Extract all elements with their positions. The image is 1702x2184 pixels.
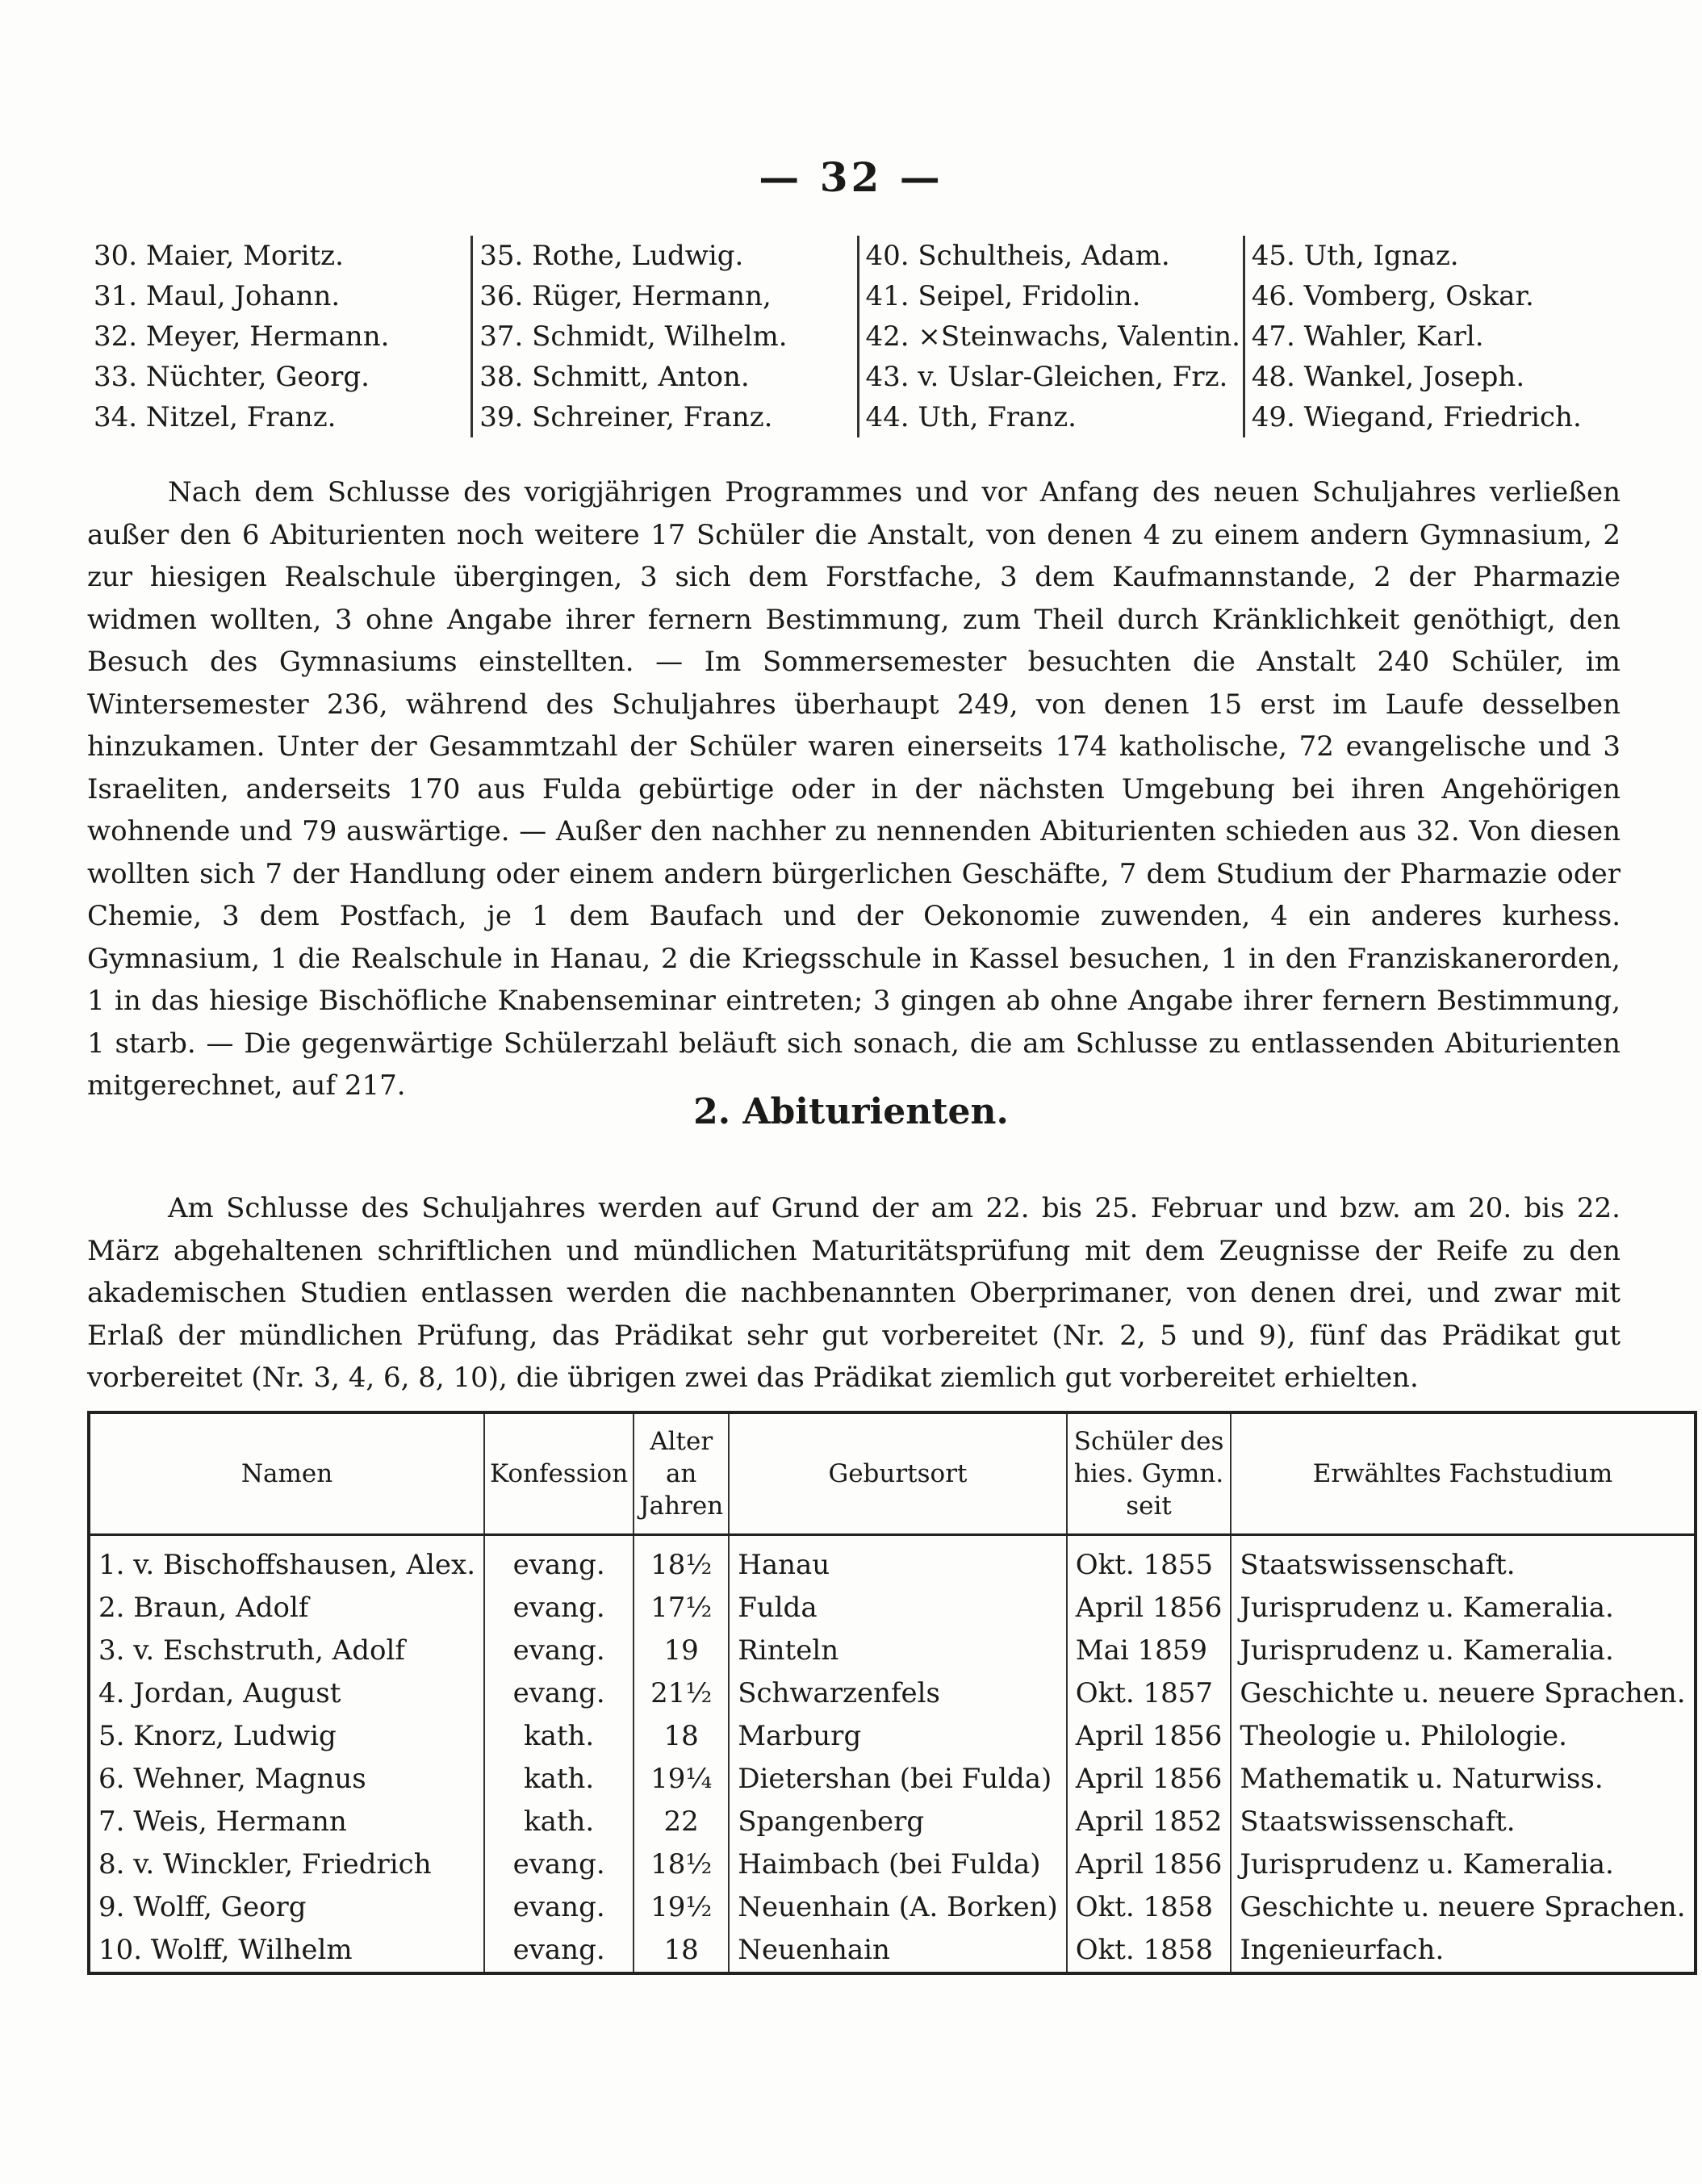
- cell-schueler-seit: Okt. 1855: [1067, 1535, 1232, 1588]
- list-item: 39. Schreiner, Franz.: [479, 401, 773, 433]
- cell-alter: 18: [634, 1929, 729, 1973]
- list-item: 45. Uth, Ignaz.: [1251, 240, 1459, 272]
- table-row: [89, 1929, 1696, 1973]
- cell-schueler-seit: April 1856: [1067, 1843, 1232, 1886]
- list-item: 48. Wankel, Joseph.: [1251, 361, 1525, 393]
- cell-konfession: evang.: [484, 1535, 634, 1588]
- list-item: 30. Maier, Moritz.: [94, 240, 344, 272]
- cell-geburtsort: Hanau: [729, 1535, 1067, 1588]
- cell-fachstudium: Staatswissenschaft.: [1240, 1549, 1516, 1581]
- names-column: [473, 236, 859, 437]
- cell-geburtsort: Spangenberg: [729, 1801, 1067, 1843]
- cell-schueler-seit: April 1856: [1067, 1587, 1232, 1630]
- list-item: 40. Schultheis, Adam.: [865, 240, 1170, 272]
- cell-schueler-seit: April 1852: [1067, 1801, 1232, 1843]
- list-item: 41. Seipel, Fridolin.: [865, 280, 1141, 312]
- cell-name: 5. Knorz, Ludwig: [89, 1715, 484, 1758]
- cell-name: 9. Wolff, Georg: [89, 1886, 484, 1929]
- abiturienten-table: [87, 1411, 1697, 1975]
- column-header-geburtsort: Geburtsort: [729, 1412, 1067, 1535]
- names-column: [1245, 236, 1629, 437]
- cell-konfession: evang.: [484, 1587, 634, 1630]
- table-row: [89, 1758, 1696, 1801]
- table-row: [89, 1886, 1696, 1929]
- list-item: 44. Uth, Franz.: [865, 401, 1077, 433]
- list-item: 49. Wiegand, Friedrich.: [1251, 401, 1582, 433]
- cell-alter: 22: [634, 1801, 729, 1843]
- cell-konfession: kath.: [484, 1801, 634, 1843]
- cell-geburtsort: Haimbach (bei Fulda): [729, 1843, 1067, 1886]
- cell-konfession: kath.: [484, 1758, 634, 1801]
- cell-alter: 21½: [634, 1672, 729, 1715]
- table-row: [89, 1587, 1696, 1630]
- cell-alter: 18½: [634, 1843, 729, 1886]
- list-item: 31. Maul, Johann.: [94, 280, 341, 312]
- column-header-schueler-seit: Schüler des hies. Gymn. seit: [1067, 1412, 1232, 1535]
- cell-name: 1. v. Bischoffshausen, Alex.: [89, 1535, 484, 1588]
- cell-alter: 19¼: [634, 1758, 729, 1801]
- cell-konfession: evang.: [484, 1929, 634, 1973]
- column-header-fachstudium: Erwähltes Fachstudium: [1231, 1412, 1695, 1535]
- cell-alter: 17½: [634, 1587, 729, 1630]
- body-paragraph-departures: Nach dem Schlusse des vorigjährigen Programmes und vor Anfang des neuen Schuljahres verließen außer den 6 Abiturienten noch weitere 17 Schüler die Anstalt, von denen 4 zu einem andern Gymnasium, 2 zur hiesigen Realschule übergingen, 3 sich dem Forstfache, 3 dem Kaufmannstande, 2 der Pharmazie widmen wollten, 3 ohne Angabe ihrer fernern Bestimmung, zum Theil durch Kränklichkeit genöthigt, den Besuch des Gymnasiums einstellten. — Im Sommersemester besuchten die Anstalt 240 Schüler, im Wintersemester 236, während des Schuljahres überhaupt 249, von denen 15 erst im Laufe desselben hinzukamen. Unter der Gesammtzahl der Schüler waren einerseits 174 katholische, 72 evangelische und 3 Israeliten, anderseits 170 aus Fulda gebürtige oder in der nächsten Umgebung bei ihren Angehörigen wohnende und 79 auswärtige. — Außer den nachher zu nennenden Abiturienten schieden aus 32. Von diesen wollten sich 7 der Handlung oder einem andern bürgerlichen Geschäfte, 7 dem Studium der Pharmazie oder Chemie, 3 dem Postfach, je 1 dem Baufach und der Oekonomie zuwenden, 4 ein anderes kurhess. Gymnasium, 1 die Realschule in Hanau, 2 die Kriegsschule in Kassel besuchen, 1 in den Franziskanerorden, 1 in das hiesige Bischöfliche Knabenseminar eintreten; 3 gingen ab ohne Angabe ihrer fernern Bestimmung, 1 starb. — Die gegenwärtige Schülerzahl beläuft sich sonach, die am Schlusse zu entlassenden Abiturienten mitgerechnet, auf 217.: [87, 476, 1620, 1102]
- cell-schueler-seit: April 1856: [1067, 1715, 1232, 1758]
- student-names-list: [87, 236, 1629, 437]
- names-column: [859, 236, 1245, 437]
- cell-fachstudium: Ingenieurfach.: [1240, 1934, 1445, 1966]
- list-item: 47. Wahler, Karl.: [1251, 320, 1484, 353]
- list-item: 42. ×Steinwachs, Valentin.: [865, 320, 1240, 353]
- cell-konfession: evang.: [484, 1672, 634, 1715]
- cell-name: 7. Weis, Hermann: [89, 1801, 484, 1843]
- cell-fachstudium: Jurisprudenz u. Kameralia.: [1240, 1634, 1614, 1667]
- cell-alter: 18½: [634, 1535, 729, 1588]
- cell-geburtsort: Dietershan (bei Fulda): [729, 1758, 1067, 1801]
- cell-geburtsort: Rinteln: [729, 1630, 1067, 1672]
- cell-geburtsort: Schwarzenfels: [729, 1672, 1067, 1715]
- cell-fachstudium: Staatswissenschaft.: [1240, 1805, 1516, 1838]
- cell-fachstudium: Geschichte u. neuere Sprachen.: [1240, 1891, 1686, 1923]
- column-header-konfession: Konfession: [484, 1412, 634, 1535]
- list-item: 38. Schmitt, Anton.: [479, 361, 750, 393]
- cell-name: 10. Wolff, Wilhelm: [89, 1929, 484, 1973]
- cell-schueler-seit: Mai 1859: [1067, 1630, 1232, 1672]
- table-row: [89, 1843, 1696, 1886]
- list-item: 34. Nitzel, Franz.: [94, 401, 337, 433]
- table-row: [89, 1715, 1696, 1758]
- list-item: 33. Nüchter, Georg.: [94, 361, 370, 393]
- section-heading: 2. Abiturienten.: [693, 1091, 1009, 1132]
- cell-fachstudium: Jurisprudenz u. Kameralia.: [1240, 1848, 1614, 1881]
- body-paragraph-abiturienten: Am Schlusse des Schuljahres werden auf Grund der am 22. bis 25. Februar und bzw. am 20. bis 22. März abgehaltenen schriftlichen und mündlichen Maturitätsprüfung mit dem Zeugnisse der Reife zu den akademischen Studien entlassen werden die nachbenannten Oberprimaner, von denen drei, und zwar mit Erlaß der mündlichen Prüfung, das Prädikat sehr gut vorbereitet (Nr. 2, 5 und 9), fünf das Prädikat gut vorbereitet (Nr. 3, 4, 6, 8, 10), die übrigen zwei das Prädikat ziemlich gut vorbereitet erhielten.: [87, 1192, 1620, 1394]
- cell-schueler-seit: April 1856: [1067, 1758, 1232, 1801]
- cell-alter: 19½: [634, 1886, 729, 1929]
- cell-schueler-seit: Okt. 1858: [1067, 1886, 1232, 1929]
- list-item: 37. Schmidt, Wilhelm.: [479, 320, 788, 353]
- list-item: 36. Rüger, Hermann,: [479, 280, 772, 312]
- table-row: [89, 1801, 1696, 1843]
- table-row: [89, 1630, 1696, 1672]
- cell-konfession: kath.: [484, 1715, 634, 1758]
- cell-geburtsort: Fulda: [729, 1587, 1067, 1630]
- page-number: — 32 —: [759, 153, 943, 201]
- cell-fachstudium: Mathematik u. Naturwiss.: [1240, 1763, 1604, 1795]
- cell-fachstudium: Jurisprudenz u. Kameralia.: [1240, 1592, 1614, 1624]
- list-item: 46. Vomberg, Oskar.: [1251, 280, 1534, 312]
- list-item: 32. Meyer, Hermann.: [94, 320, 390, 353]
- cell-alter: 18: [634, 1715, 729, 1758]
- cell-geburtsort: Marburg: [729, 1715, 1067, 1758]
- list-item: 35. Rothe, Ludwig.: [479, 240, 744, 272]
- cell-fachstudium: Theologie u. Philologie.: [1240, 1720, 1567, 1752]
- table-row: [89, 1672, 1696, 1715]
- cell-schueler-seit: Okt. 1857: [1067, 1672, 1232, 1715]
- table-row: [89, 1535, 1696, 1588]
- table-header-row: [89, 1412, 1696, 1535]
- cell-konfession: evang.: [484, 1630, 634, 1672]
- cell-name: 6. Wehner, Magnus: [89, 1758, 484, 1801]
- cell-fachstudium: Geschichte u. neuere Sprachen.: [1240, 1677, 1686, 1709]
- cell-alter: 19: [634, 1630, 729, 1672]
- cell-name: 2. Braun, Adolf: [89, 1587, 484, 1630]
- cell-name: 4. Jordan, August: [89, 1672, 484, 1715]
- column-header-name: Namen: [89, 1412, 484, 1535]
- cell-name: 8. v. Winckler, Friedrich: [89, 1843, 484, 1886]
- cell-konfession: evang.: [484, 1843, 634, 1886]
- cell-schueler-seit: Okt. 1858: [1067, 1929, 1232, 1973]
- cell-geburtsort: Neuenhain: [729, 1929, 1067, 1973]
- cell-geburtsort: Neuenhain (A. Borken): [729, 1886, 1067, 1929]
- list-item: 43. v. Uslar-Gleichen, Frz.: [865, 361, 1228, 393]
- cell-konfession: evang.: [484, 1886, 634, 1929]
- cell-name: 3. v. Eschstruth, Adolf: [89, 1630, 484, 1672]
- names-column: [87, 236, 473, 437]
- column-header-alter: Alter an Jahren: [634, 1412, 729, 1535]
